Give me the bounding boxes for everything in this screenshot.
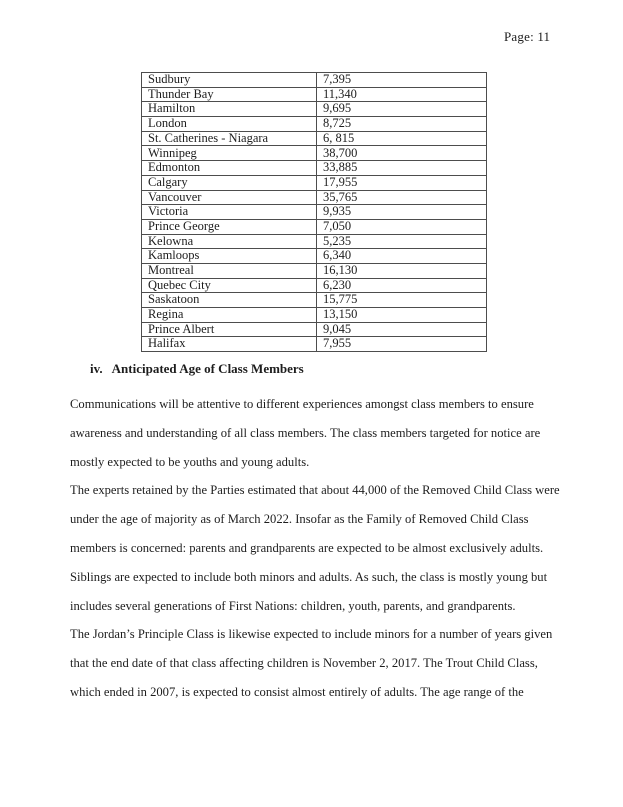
value-cell: 7,050 (317, 219, 487, 234)
table-row (142, 87, 487, 102)
table-row (142, 322, 487, 337)
table-row (142, 73, 487, 88)
city-cell: Sudbury (142, 73, 317, 88)
page-number: Page: 11 (504, 29, 551, 44)
city-cell: St. Catherines - Niagara (142, 131, 317, 146)
table-row (142, 337, 487, 352)
table-row (142, 293, 487, 308)
text-line: includes several generations of First Nations: children, youth, parents, and grandparents. (70, 598, 516, 613)
city-cell: Quebec City (142, 278, 317, 293)
value-cell: 15,775 (317, 293, 487, 308)
table-row (142, 117, 487, 132)
value-cell: 7,395 (317, 73, 487, 88)
table-row (142, 278, 487, 293)
table-row (142, 249, 487, 264)
value-cell: 38,700 (317, 146, 487, 161)
table-row (142, 175, 487, 190)
table-row (142, 161, 487, 176)
value-cell: 6, 815 (317, 131, 487, 146)
value-cell: 9,695 (317, 102, 487, 117)
text-line: The experts retained by the Parties estimated that about 44,000 of the Removed Child Class were (70, 483, 560, 498)
table-row (142, 234, 487, 249)
value-cell: 7,955 (317, 337, 487, 352)
section-heading (90, 361, 304, 377)
text-line: under the age of majority as of March 2022. Insofar as the Family of Removed Child Class (70, 512, 529, 527)
table-row (142, 190, 487, 205)
table-row (142, 146, 487, 161)
city-cell: Saskatoon (142, 293, 317, 308)
value-cell: 11,340 (317, 87, 487, 102)
text-line: Siblings are expected to include both minors and adults. As such, the class is mostly young but (70, 569, 548, 584)
value-cell: 13,150 (317, 308, 487, 323)
city-cell: Edmonton (142, 161, 317, 176)
value-cell: 33,885 (317, 161, 487, 176)
city-cell: Kelowna (142, 234, 317, 249)
city-cell: Prince George (142, 219, 317, 234)
city-cell: Halifax (142, 337, 317, 352)
text-line: Communications will be attentive to different experiences amongst class members to ensure (70, 397, 534, 411)
value-cell: 9,935 (317, 205, 487, 220)
value-cell: 35,765 (317, 190, 487, 205)
text-line: which ended in 2007, is expected to consist almost entirely of adults. The age range of the (70, 684, 524, 699)
table-row (142, 263, 487, 278)
value-cell: 9,045 (317, 322, 487, 337)
city-population-table (141, 72, 487, 352)
body-text (70, 390, 570, 707)
value-cell: 6,230 (317, 278, 487, 293)
city-cell: Victoria (142, 205, 317, 220)
city-cell: Prince Albert (142, 322, 317, 337)
city-cell: Vancouver (142, 190, 317, 205)
city-cell: Kamloops (142, 249, 317, 264)
city-cell: London (142, 117, 317, 132)
city-cell: Thunder Bay (142, 87, 317, 102)
value-cell: 5,235 (317, 234, 487, 249)
table-row (142, 219, 487, 234)
value-cell: 8,725 (317, 117, 487, 132)
value-cell: 17,955 (317, 175, 487, 190)
city-cell: Montreal (142, 263, 317, 278)
table-row (142, 308, 487, 323)
text-line: members is concerned: parents and grandparents are expected to be almost exclusively adults. (70, 540, 544, 555)
table-row (142, 205, 487, 220)
section-heading-number: iv. (90, 361, 103, 376)
value-cell: 16,130 (317, 263, 487, 278)
city-cell: Regina (142, 308, 317, 323)
table-body (142, 73, 487, 352)
text-line: The Jordan’s Principle Class is likewise expected to include minors for a number of years given (70, 627, 553, 642)
text-line: mostly expected to be youths and young adults. (70, 454, 310, 469)
city-cell: Winnipeg (142, 146, 317, 161)
value-cell: 6,340 (317, 249, 487, 264)
section-heading-title: Anticipated Age of Class Members (111, 361, 304, 376)
text-line: awareness and understanding of all class members. The class members targeted for notice are (70, 425, 541, 440)
city-cell: Hamilton (142, 102, 317, 117)
city-cell: Calgary (142, 175, 317, 190)
table-row (142, 131, 487, 146)
table-row (142, 102, 487, 117)
text-line: that the end date of that class affecting children is November 2, 2017. The Trout Child Class, (70, 656, 538, 671)
